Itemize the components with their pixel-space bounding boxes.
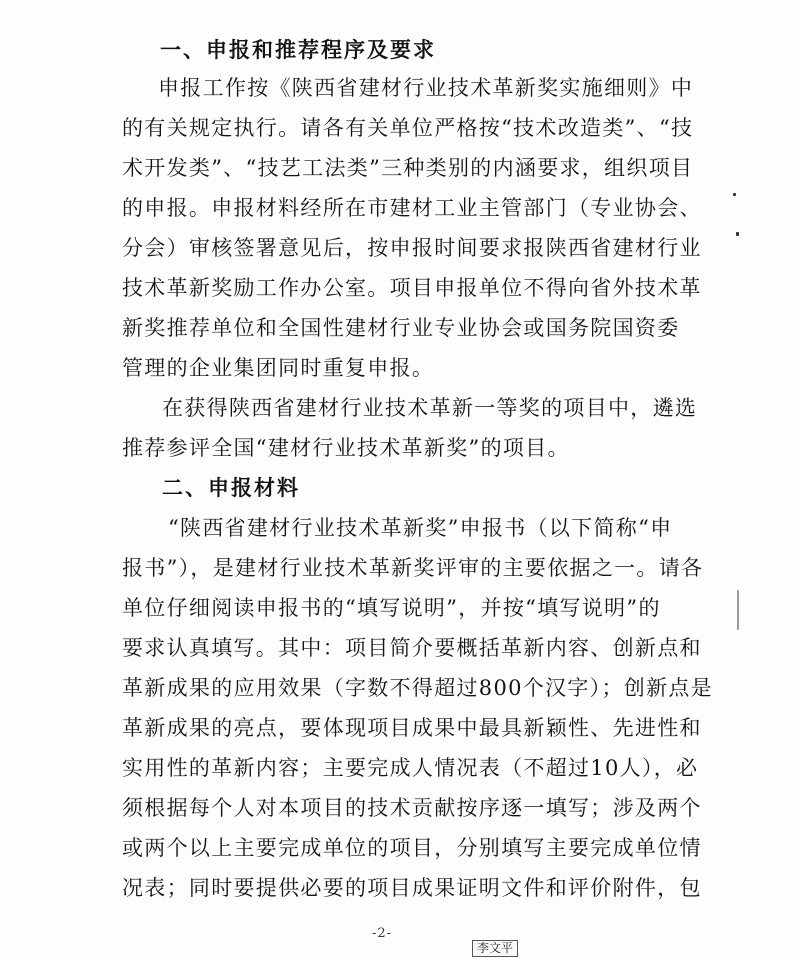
- section1-para1-line2: 的有关规定执行。请各有关单位严格按“技术改造类”、“技: [122, 116, 694, 140]
- section1-para1-line8: 管理的企业集团同时重复申报。: [122, 356, 435, 380]
- scan-speck: [736, 232, 739, 236]
- section1-para1-line7: 新奖推荐单位和全国性建材行业专业协会或国务院国资委: [122, 316, 680, 340]
- section2-para1-line9: 或两个以上主要完成单位的项目，分别填写主要完成单位情: [122, 836, 702, 860]
- section2-para1-line4: 要求认真填写。其中：项目简介要概括革新内容、创新点和: [122, 636, 702, 660]
- section1-heading: 一、申报和推荐程序及要求: [160, 37, 436, 62]
- page-number: -2-: [372, 926, 393, 941]
- section1-para2-line2: 推荐参评全国“建材行业技术革新奖”的项目。: [122, 436, 570, 460]
- section2-para1-line10: 况表；同时要提供必要的项目成果证明文件和评价附件，包: [122, 876, 702, 900]
- name-stamp: 李文平: [472, 940, 518, 957]
- section2-para1-line8: 须根据每个人对本项目的技术贡献按序逐一填写；涉及两个: [122, 796, 702, 820]
- section2-para1-line3: 单位仔细阅读申报书的“填写说明”，并按“填写说明”的: [122, 596, 661, 620]
- section2-para1-line7: 实用性的革新内容；主要完成人情况表（不超过10人），必: [122, 756, 699, 780]
- section2-heading: 二、申报材料: [162, 475, 300, 500]
- scan-speck: [733, 193, 736, 196]
- section2-para1-line6: 革新成果的亮点，要体现项目成果中最具新颖性、先进性和: [122, 716, 702, 740]
- section1-para1-line1: 申报工作按《陕西省建材行业技术革新奖实施细则》中: [158, 76, 694, 100]
- section1-para1-line6: 技术革新奖励工作办公室。项目申报单位不得向省外技术革: [122, 276, 702, 300]
- section1-para1-line4: 的申报。申报材料经所在市建材工业主管部门（专业协会、: [122, 196, 702, 220]
- scan-mark: [737, 590, 739, 630]
- section2-para1-line5: 革新成果的应用效果（字数不得超过800个汉字）；创新点是: [122, 676, 713, 700]
- section1-para1-line5: 分会）审核签署意见后，按申报时间要求报陕西省建材行业: [122, 236, 702, 260]
- section2-para1-line2: 报书”），是建材行业技术革新奖评审的主要依据之一。请各: [122, 556, 704, 580]
- section1-para1-line3: 术开发类”、“技艺工法类”三种类别的内涵要求，组织项目: [122, 156, 694, 180]
- section2-para1-line1: “陕西省建材行业技术革新奖”申报书（以下简称“申: [168, 516, 673, 540]
- section1-para2-line1: 在获得陕西省建材行业技术革新一等奖的项目中，遴选: [162, 396, 698, 420]
